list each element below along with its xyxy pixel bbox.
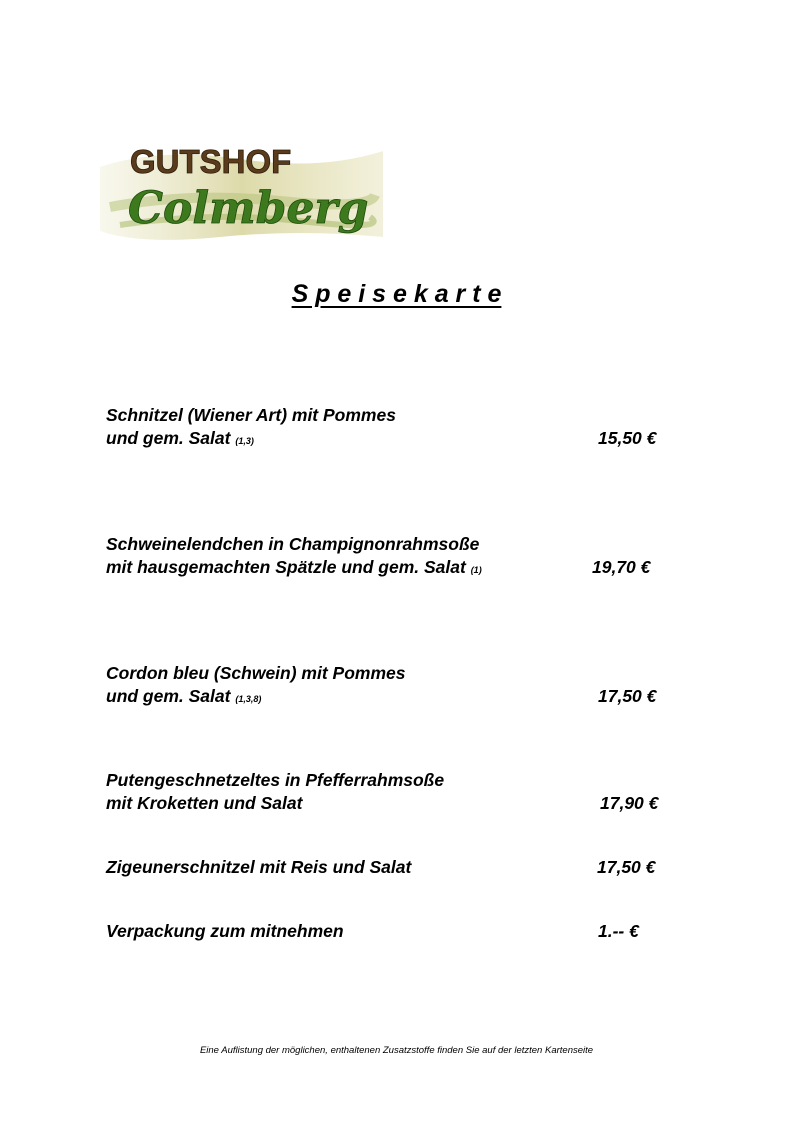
logo-text-bottom: Colmberg xyxy=(128,183,369,234)
menu-item-2-line2 xyxy=(106,557,482,578)
logo-text-top: GUTSHOF xyxy=(130,143,292,180)
menu-item-5-line1: Zigeunerschnitzel mit Reis und Salat xyxy=(106,857,412,877)
page-title-text: S p e i s e k a r t e xyxy=(291,280,502,308)
page-title xyxy=(0,280,793,309)
menu-item-1-price: 15,50 € xyxy=(598,428,657,448)
menu-item-3-line2-text: und gem. Salat xyxy=(106,686,231,706)
menu-item-4-price: 17,90 € xyxy=(600,793,659,813)
menu-item-5-price: 17,50 € xyxy=(597,857,656,877)
menu-item-3-line1: Cordon bleu (Schwein) mit Pommes xyxy=(106,663,406,683)
menu-item-6-price: 1.-- € xyxy=(598,921,639,941)
menu-item-4-line2: mit Kroketten und Salat xyxy=(106,793,303,813)
gutshof-colmberg-logo xyxy=(100,137,383,241)
additives-footnote: Eine Auflistung der möglichen, enthaltenen Zusatzstoffe finden Sie auf der letzten Kartenseite xyxy=(199,1045,594,1056)
menu-item-6-line1: Verpackung zum mitnehmen xyxy=(106,921,344,941)
menu-item-1-allergen-note: (1,3) xyxy=(235,436,254,446)
menu-item-2-allergen-note: (1) xyxy=(470,565,482,575)
menu-item-3-price: 17,50 € xyxy=(598,686,657,706)
menu-item-1-line2-text: und gem. Salat xyxy=(106,428,231,448)
menu-item-1-line1: Schnitzel (Wiener Art) mit Pommes xyxy=(106,405,396,425)
menu-item-3-allergen-note: (1,3,8) xyxy=(235,694,262,704)
menu-item-2-line1: Schweinelendchen in Champignonrahmsoße xyxy=(106,534,480,554)
menu-item-1-line2 xyxy=(106,428,254,449)
menu-item-2-line2-text: mit hausgemachten Spätzle und gem. Salat xyxy=(106,557,466,577)
menu-item-2-price: 19,70 € xyxy=(592,557,651,577)
logo-graphic xyxy=(100,137,383,241)
menu-item-4-line1: Putengeschnetzeltes in Pfefferrahmsoße xyxy=(106,770,445,790)
menu-item-3-line2 xyxy=(106,686,261,707)
